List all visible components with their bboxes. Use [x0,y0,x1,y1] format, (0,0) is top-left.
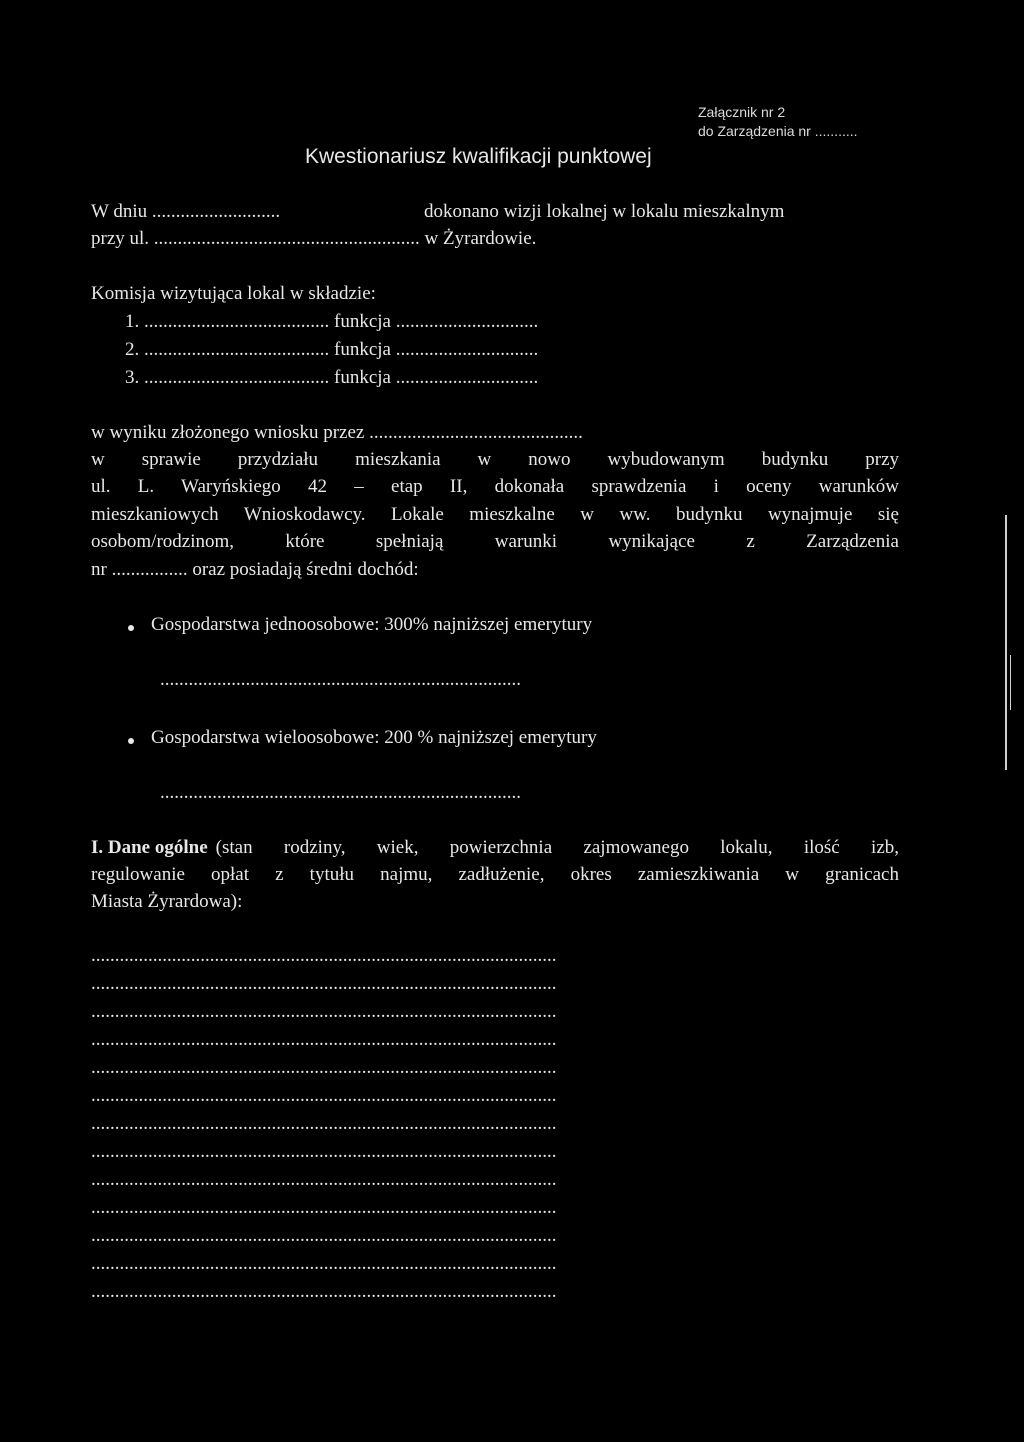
blank-line: .................................................................................................. [91,1281,557,1302]
blank-line: .................................................................................................. [91,1253,557,1274]
section-1-line-1 [91,837,899,859]
blank-line: .................................................................................................. [91,1169,557,1190]
section-1-line-2: regulowanie opłat z tytułu najmu, zadłużenie, okres zamieszkiwania w granicach [91,864,899,885]
section-1-line-3: Miasta Żyrardowa): [91,891,243,912]
paragraph-line-1: w wyniku złożonego wniosku przez ............................................. [91,422,583,443]
visit-address-line: przy ul. ........................................................ w Żyrardowie. [91,228,537,249]
bullet-icon [128,738,134,744]
bullet-multi-household: Gospodarstwa wieloosobowe: 200 % najniższej emerytury [151,727,597,748]
blank-line: .................................................................................................. [91,1197,557,1218]
bullet-icon [128,625,134,631]
blank-line: .................................................................................................. [91,1113,557,1134]
commission-member-1: 1. ....................................... funkcja .............................. [125,311,539,332]
bullet-multi-household-fill: ............................................................................ [160,782,521,803]
scan-edge-line [1005,515,1007,770]
paragraph-line-4: mieszkaniowych Wnioskodawcy. Lokale mieszkalne w ww. budynku wynajmuje się [91,504,899,525]
commission-heading: Komisja wizytująca lokal w składzie: [91,283,376,304]
blank-line: .................................................................................................. [91,1225,557,1246]
blank-line: .................................................................................................. [91,945,557,966]
bullet-single-household-fill: ............................................................................ [160,669,521,690]
commission-member-3: 3. ....................................... funkcja .............................. [125,367,539,388]
visit-date-line: W dniu ........................... [91,201,281,222]
scan-edge-line [1010,655,1011,710]
section-1-line-1-rest: (stan rodziny, wiek, powierzchnia zajmowanego lokalu, ilość izb, [215,837,899,858]
paragraph-line-3: ul. L. Waryńskiego 42 – etap II, dokonała sprawdzenia i oceny warunków [91,476,899,497]
blank-line: .................................................................................................. [91,1029,557,1050]
annex-number: Załącznik nr 2 [698,104,786,120]
visit-description: dokonano wizji lokalnej w lokalu mieszkalnym [424,201,785,222]
page-title: Kwestionariusz kwalifikacji punktowej [305,145,652,168]
commission-member-2: 2. ....................................... funkcja .............................. [125,339,539,360]
blank-line: .................................................................................................. [91,1057,557,1078]
paragraph-line-2: w sprawie przydziału mieszkania w nowo wybudowanym budynku przy [91,449,899,470]
bullet-single-household: Gospodarstwa jednoosobowe: 300% najniższej emerytury [151,614,593,635]
blank-line: .................................................................................................. [91,1085,557,1106]
annex-reference: do Zarządzenia nr ........... [698,123,858,139]
paragraph-line-6: nr ................ oraz posiadają średni dochód: [91,559,419,580]
section-1-label: I. Dane ogólne [91,837,208,858]
blank-line: .................................................................................................. [91,973,557,994]
blank-line: .................................................................................................. [91,1001,557,1022]
blank-line: .................................................................................................. [91,1141,557,1162]
paragraph-line-5: osobom/rodzinom, które spełniają warunki wynikające z Zarządzenia [91,531,899,552]
